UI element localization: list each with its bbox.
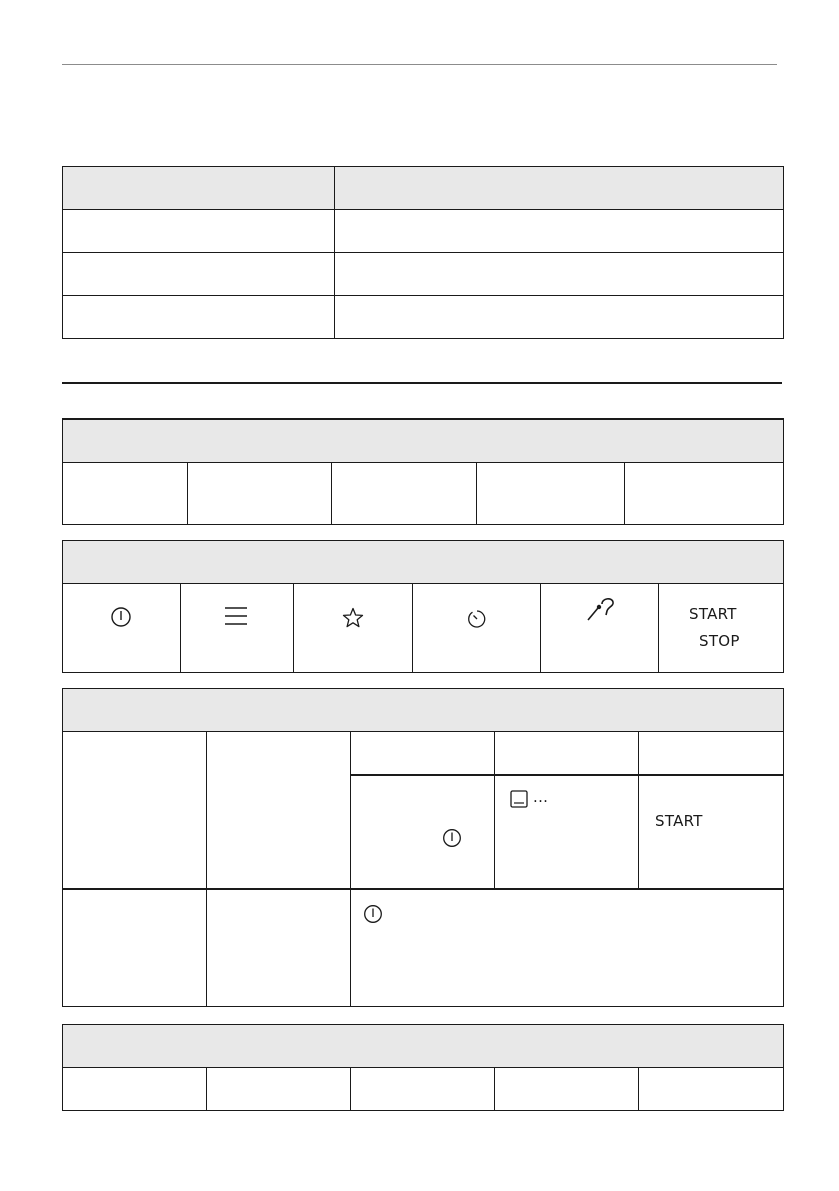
timer-button-cell bbox=[413, 584, 541, 673]
table-cell bbox=[207, 1068, 351, 1111]
table-cell bbox=[639, 732, 784, 776]
table-header-cell bbox=[63, 419, 784, 463]
table-cell bbox=[351, 732, 495, 776]
top-rule bbox=[62, 64, 777, 65]
section-rule bbox=[62, 382, 782, 384]
menu-button-cell bbox=[181, 584, 294, 673]
table-cell bbox=[63, 210, 335, 253]
table-cell bbox=[207, 732, 351, 890]
table-cell bbox=[63, 732, 207, 890]
table-cell bbox=[335, 253, 784, 296]
table-cell bbox=[335, 210, 784, 253]
food-probe-icon bbox=[584, 596, 618, 622]
table-cell bbox=[63, 1068, 207, 1111]
start-label: START bbox=[655, 812, 703, 830]
control-panel-table bbox=[62, 540, 784, 673]
table-cell bbox=[351, 775, 495, 889]
start-stop-button-cell bbox=[659, 584, 784, 673]
table-header-cell bbox=[63, 689, 784, 732]
table-header-cell bbox=[335, 167, 784, 210]
table-cell bbox=[188, 463, 332, 525]
table-cell bbox=[351, 889, 784, 1007]
ellipsis-text: ... bbox=[533, 788, 549, 806]
footer-table bbox=[62, 1024, 784, 1111]
table-cell bbox=[332, 463, 477, 525]
table-cell bbox=[639, 1068, 784, 1111]
power-icon bbox=[442, 828, 462, 848]
table-cell bbox=[63, 296, 335, 339]
favourite-button-cell bbox=[294, 584, 413, 673]
power-icon bbox=[363, 904, 383, 924]
oven-display-icon bbox=[510, 790, 528, 808]
table-cell bbox=[207, 889, 351, 1007]
start-label: START bbox=[689, 605, 737, 623]
power-button-cell bbox=[63, 584, 181, 673]
table-header-cell bbox=[63, 167, 335, 210]
table-cell bbox=[477, 463, 625, 525]
table-cell bbox=[495, 1068, 639, 1111]
timer-icon bbox=[466, 608, 488, 630]
stop-label: STOP bbox=[699, 632, 740, 650]
table-header-cell bbox=[63, 1025, 784, 1068]
table-cell bbox=[639, 775, 784, 889]
table-cell bbox=[495, 775, 639, 889]
table-cell bbox=[63, 889, 207, 1007]
menu-icon bbox=[224, 606, 248, 626]
table-cell bbox=[63, 253, 335, 296]
settings-table bbox=[62, 688, 784, 1007]
table-cell bbox=[625, 463, 784, 525]
table-cell bbox=[351, 1068, 495, 1111]
info-table bbox=[62, 166, 784, 339]
table-header-cell bbox=[63, 541, 784, 584]
star-icon bbox=[342, 607, 364, 629]
table-cell bbox=[63, 463, 188, 525]
table-cell bbox=[335, 296, 784, 339]
food-probe-button-cell bbox=[541, 584, 659, 673]
steps-table bbox=[62, 418, 784, 525]
table-cell bbox=[495, 732, 639, 776]
power-icon bbox=[110, 606, 132, 628]
